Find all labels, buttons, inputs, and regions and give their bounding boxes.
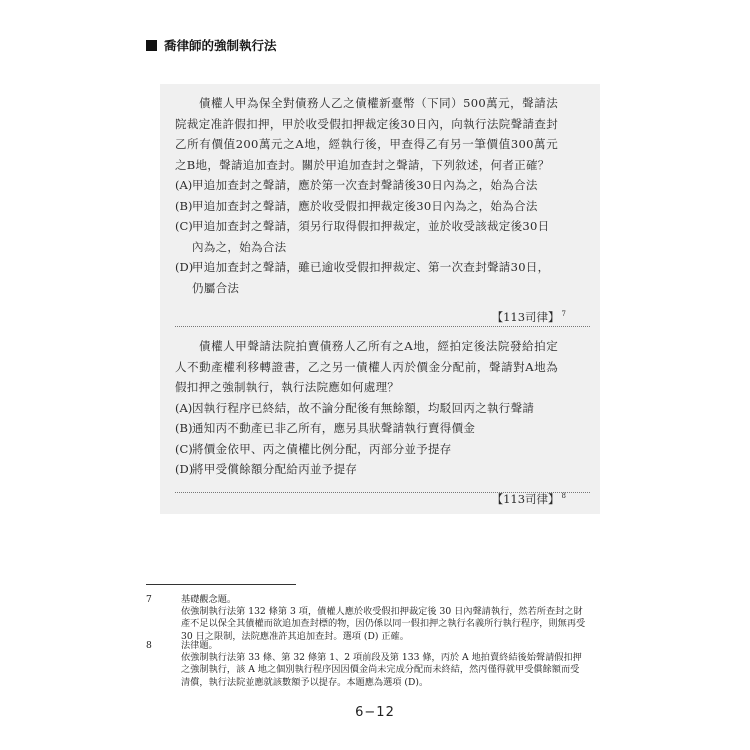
footnote-number: 8 — [146, 640, 152, 651]
footnote-text: 法律題。 依強制執行法第 33 條、第 32 條第 1、2 項前段及第 133 條，丙於 A 地拍賣終結後始聲請假扣押之強制執行，該 A 地之個別執行程序因因價金尚未完成分配而未終結，然丙僅得就甲受償餘額而受清償，執行法院並應就該數額予以提存。本題應為選項 (D)。 — [181, 640, 582, 688]
question-2 — [175, 336, 566, 509]
footnote-number: 7 — [146, 594, 152, 605]
dotted-separator — [175, 326, 590, 327]
option-b: (B) 甲追加查封之聲請，應於收受假扣押裁定後30日內為之，始為合法 — [175, 198, 538, 213]
footnote-8 — [146, 640, 586, 689]
option-c: (C) 將價金依甲、丙之債權比例分配，丙部分並予提存 — [175, 441, 452, 456]
book-title: 喬律師的強制執行法 — [164, 38, 277, 53]
page-number: 6−12 — [355, 705, 395, 720]
footnote-ref: 8 — [561, 491, 566, 500]
option-c: (C) 甲追加查封之聲請，須另行取得假扣押裁定，並於收受該裁定後30日內為之，始為合法 — [175, 219, 550, 254]
footnote-ref: 7 — [561, 310, 566, 318]
question-source: 【113司律】 $^7$ — [491, 309, 566, 324]
question-stem: 債權人甲聲請法院拍賣債務人乙所有之A地，經拍定後法院發給拍定人不動產權利移轉證書，乙之另一債權人丙於價金分配前，聲請對A地為假扣押之強制執行，執行法院應如何處理？ — [175, 339, 558, 394]
question-1 — [175, 93, 566, 327]
question-stem: 債權人甲為保全對債務人乙之債權新臺幣（下同）500萬元，聲請法院裁定准許假扣押，甲於收受假扣押裁定後30日內，向執行法院聲請查封乙所有價值200萬元之A地，經執行後，甲查得乙有另一筆價值300萬元之B地，聲請追加查封。關於甲追加查封之聲請，下列敘述，何者正確？ — [175, 96, 558, 172]
option-a: (A) 因執行程序已終結，故不論分配後有無餘額，均駁回丙之執行聲請 — [175, 400, 535, 415]
option-b: (B) 通知丙不動產已非乙所有，應另具狀聲請執行賣得價金 — [175, 421, 476, 435]
running-header — [146, 36, 277, 54]
header-square-icon — [146, 40, 157, 51]
option-d: (D) 將甲受償餘額分配給丙並予提存 — [175, 462, 358, 476]
option-d: (D) 甲追加查封之聲請，雖已逾收受假扣押裁定、第一次查封聲請30日，仍屬合法 — [175, 260, 550, 295]
question-source: 【113司律】 $^8$ — [491, 491, 566, 506]
footnote-rule — [146, 584, 296, 585]
footnote-7 — [146, 594, 586, 643]
footnote-text: 基礎觀念題。 依強制執行法第 132 條第 3 項，債權人應於收受假扣押裁定後 30 日內聲請執行，然若所查封之財產不足以保全其債權而欲追加查封標的物，因仍係以同一假扣押之執行名義所行執行程序，則無再受 30 日之限制，法院應准許其追加查封。選項 (D) 正確。 — [181, 594, 586, 642]
dotted-separator — [175, 492, 590, 493]
option-a: (A) 甲追加查封之聲請，應於第一次查封聲請後30日內為之，始為合法 — [175, 178, 538, 192]
